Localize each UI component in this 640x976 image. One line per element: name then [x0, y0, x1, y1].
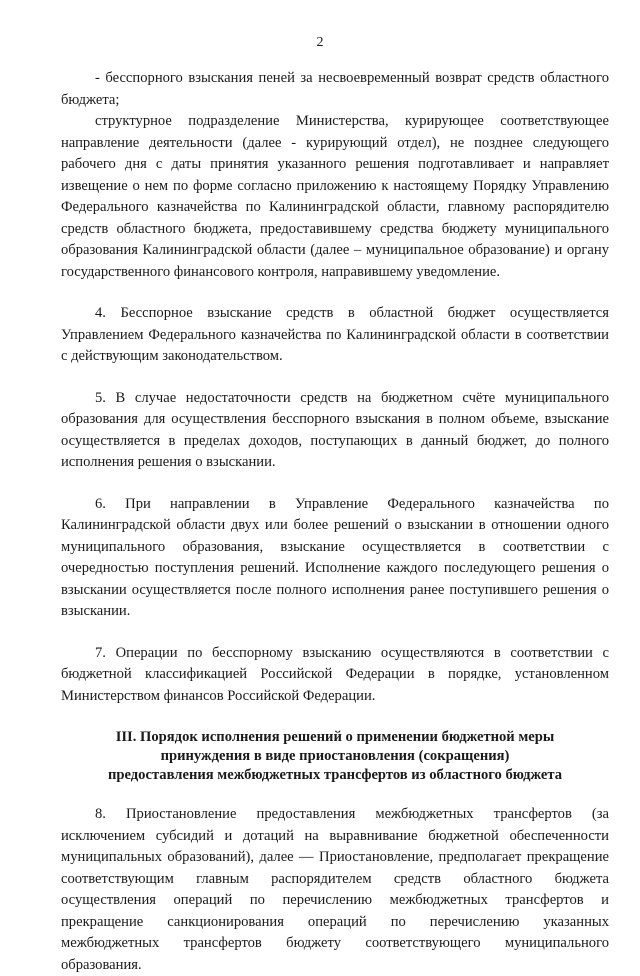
paragraph-4: 4. Бесспорное взыскание средств в областной бюджет осуществляется Управлением Федерального казначейства по Калининградской области в соответствии с действующим законодательством. — [61, 305, 609, 364]
paragraph-7: 7. Операции по бесспорному взысканию осуществляются в соответствии с бюджетной классификацией Российской Федерации в порядке, установленном Министерством финансов Российской Федерации. — [61, 644, 609, 704]
section-heading — [61, 728, 609, 785]
paragraph-notice: структурное подразделение Министерства, курирующее соответствующее направление деятельности (далее - курирующий отдел), не позднее следующего рабочего дня с даты принятия указанного решения подготавливает и направляет извещение о нем по форме согласно приложению к настоящему Порядку Управлению Федерального казначейства по Калининградской области, главному распорядителю средств областного бюджета, предоставившему средства бюджету муниципального образования Калининградской области (далее – муниципальное образование) и органу государственного финансового контроля, направившему уведомление. — [61, 113, 609, 280]
document-body — [61, 68, 609, 976]
paragraph-6: 6. При направлении в Управление Федерального казначейства по Калининградской области двух или более решений о взыскании в отношении одного муниципального образования, взыскание осуществляется в соответствии с очередностью поступления решений. Исполнение каждого последующего решения о взыскании осуществляется после полного исполнения ранее поступившего решения о взыскании. — [61, 495, 609, 619]
page-number: 2 — [316, 35, 324, 50]
section-heading-line: принуждения в виде приостановления (сокращения) — [160, 748, 510, 764]
paragraph-5: 5. В случае недостаточности средств на бюджетном счёте муниципального образования для осуществления бесспорного взыскания в полном объеме, взыскание осуществляется в пределах доходов, поступающих в данный бюджет, до полного исполнения решения о взыскании. — [61, 389, 609, 470]
paragraph-list-item: - бесспорного взыскания пеней за несвоевременный возврат средств областного бюджета; — [61, 70, 609, 108]
paragraph-8: 8. Приостановление предоставления межбюджетных трансфертов (за исключением субсидий и дотаций на выравнивание бюджетной обеспеченности муниципальных образований), далее — Приостановление, предполагает прекращение соответствующим главным распорядителем средств областного бюджета осуществления операций по перечислению межбюджетных трансфертов и прекращение санкционирования операций по перечислению указанных межбюджетных трансфертов бюджету соответствующего муниципального образования. — [61, 806, 609, 973]
section-heading-line: III. Порядок исполнения решений о применении бюджетной меры — [115, 729, 555, 745]
section-heading-line: предоставления межбюджетных трансфертов из областного бюджета — [107, 767, 562, 783]
